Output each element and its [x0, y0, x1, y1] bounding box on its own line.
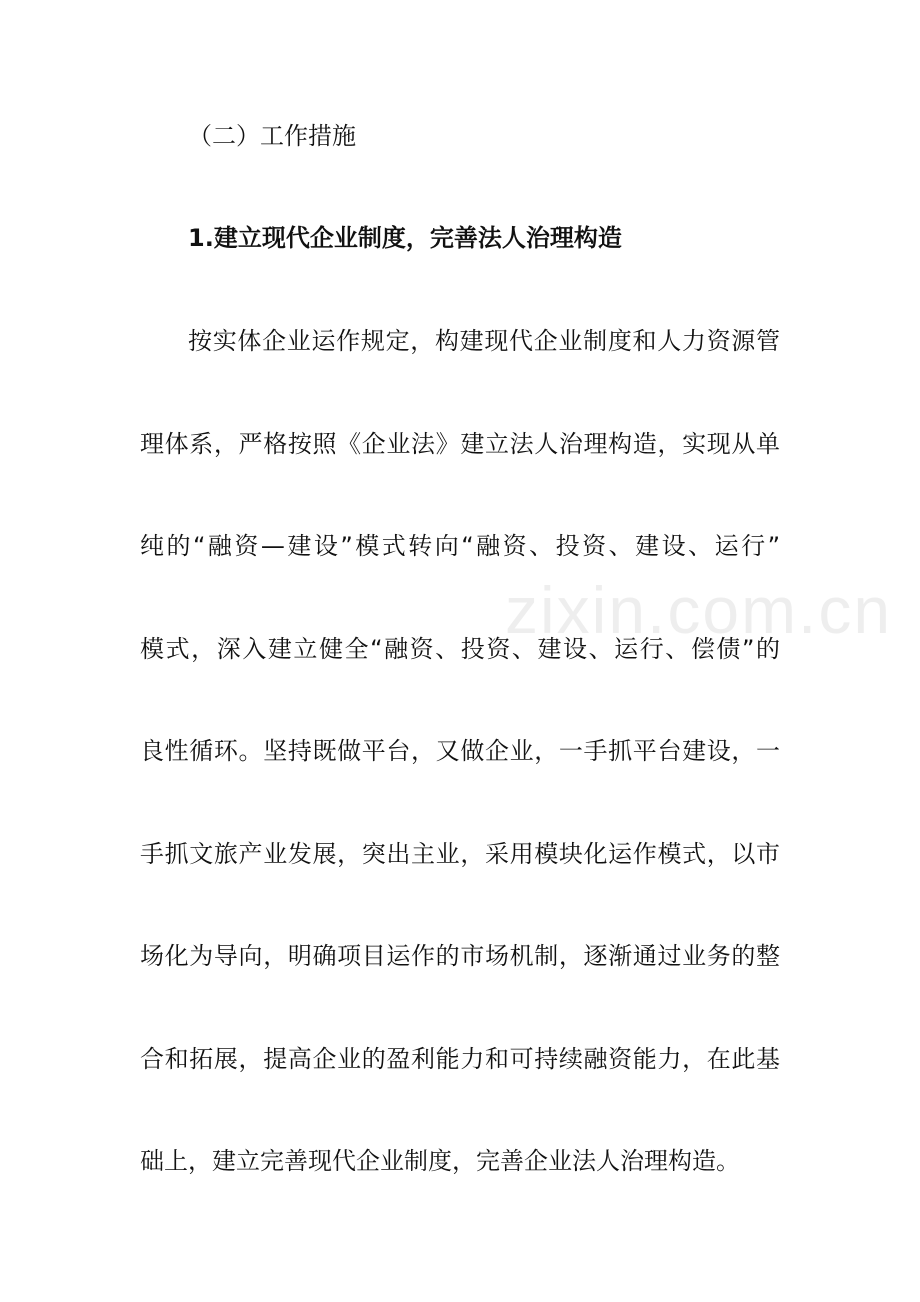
- paragraph-line: 手抓文旅产业发展，突出主业，采用模块化运作模式，以市: [140, 840, 780, 868]
- paragraph-line: 良性循环。坚持既做平台，又做企业，一手抓平台建设，一: [140, 737, 780, 765]
- paragraph-line: 按实体企业运作规定，构建现代企业制度和人力资源管: [188, 327, 780, 355]
- paragraph-line: 纯的“融资—建设”模式转向“融资、投资、建设、运行”: [140, 532, 780, 560]
- paragraph-line: 础上，建立完善现代企业制度，完善企业法人治理构造。: [140, 1147, 740, 1175]
- paragraph-line: 场化为导向，明确项目运作的市场机制，逐渐通过业务的整: [140, 942, 780, 970]
- paragraph-line: 理体系，严格按照《企业法》建立法人治理构造，实现从单: [140, 430, 780, 458]
- paragraph-line: 模式，深入建立健全“融资、投资、建设、运行、偿债”的: [140, 635, 780, 663]
- paragraph-line: 合和拓展，提高企业的盈利能力和可持续融资能力，在此基: [140, 1045, 780, 1073]
- watermark: zixin.com.cn: [505, 573, 893, 647]
- subheading: 1.建立现代企业制度，完善法人治理构造: [188, 224, 622, 252]
- section-heading: （二）工作措施: [188, 122, 356, 150]
